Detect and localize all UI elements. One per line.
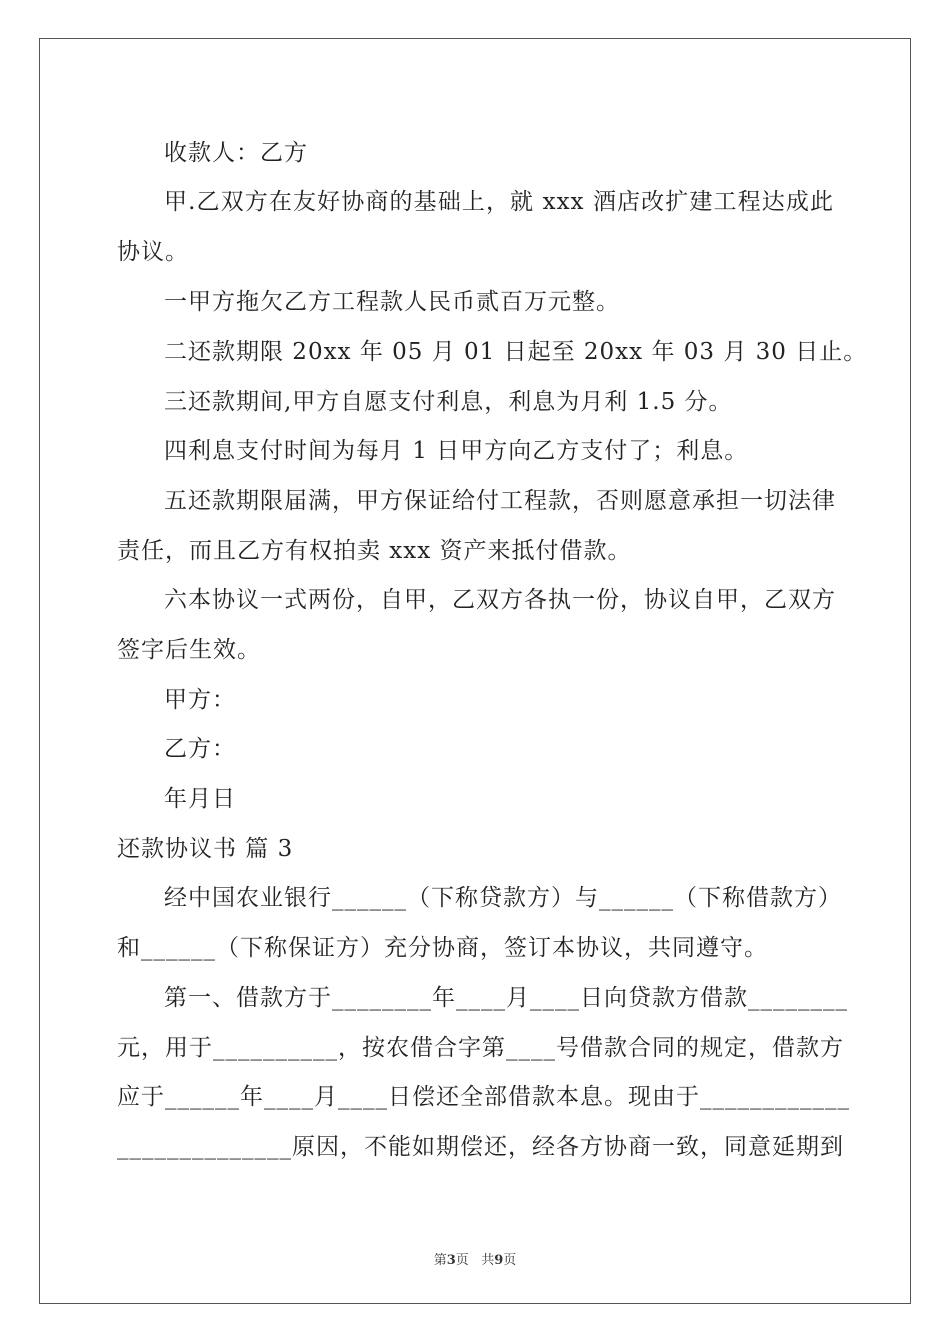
clause-5-line-2: 责任，而且乙方有权拍卖 xxx 资产来抵付借款。 bbox=[117, 538, 632, 564]
footer-total-prefix: 共 bbox=[481, 1253, 495, 1268]
agreement-intro-line-1: 经中国农业银行______（下称贷款方）与______（下称借款方） bbox=[164, 885, 842, 911]
footer-page-suffix: 页 bbox=[455, 1253, 469, 1268]
paragraph-intro-line-1: 甲.乙双方在友好协商的基础上，就 xxx 酒店改扩建工程达成此 bbox=[164, 189, 834, 215]
clause-6-line-2: 签字后生效。 bbox=[117, 637, 261, 663]
clause-2: 二还款期限 20xx 年 05 月 01 日起至 20xx 年 03 月 30 日止。 bbox=[164, 339, 868, 365]
section-heading: 还款协议书 篇 3 bbox=[117, 836, 294, 862]
paragraph-intro-line-2: 协议。 bbox=[117, 239, 189, 265]
clause-6-line-1: 六本协议一式两份，自甲，乙双方各执一份，协议自甲，乙双方 bbox=[164, 587, 836, 613]
party-a-signature: 甲方： bbox=[164, 687, 236, 713]
page-footer bbox=[0, 1249, 950, 1268]
footer-total-suffix: 页 bbox=[503, 1253, 517, 1268]
page-border bbox=[39, 38, 911, 1304]
article-1-line-4: ______________原因，不能如期偿还，经各方协商一致，同意延期到 bbox=[117, 1134, 844, 1160]
footer-total-pages: 9 bbox=[494, 1253, 504, 1268]
party-b-signature: 乙方： bbox=[164, 736, 236, 762]
footer-page-prefix: 第 bbox=[433, 1253, 447, 1268]
clause-5-line-1: 五还款期限届满，甲方保证给付工程款，否则愿意承担一切法律 bbox=[164, 488, 836, 514]
clause-1: 一甲方拖欠乙方工程款人民币贰百万元整。 bbox=[164, 289, 620, 315]
article-1-line-1: 第一、借款方于________年____月____日向贷款方借款________ bbox=[164, 985, 848, 1011]
payee-line: 收款人：乙方 bbox=[164, 140, 308, 166]
agreement-intro-line-2: 和______（下称保证方）充分协商，签订本协议，共同遵守。 bbox=[117, 935, 768, 961]
article-1-line-2: 元，用于__________，按农借合字第____号借款合同的规定，借款方 bbox=[117, 1035, 844, 1061]
article-1-line-3: 应于______年____月____日偿还全部借款本息。现由于____________ bbox=[117, 1084, 850, 1110]
clause-3: 三还款期间,甲方自愿支付利息，利息为月利 1.5 分。 bbox=[164, 389, 733, 415]
date-line: 年月日 bbox=[164, 786, 236, 812]
footer-page-number: 3 bbox=[446, 1253, 456, 1268]
clause-4: 四利息支付时间为每月 1 日甲方向乙方支付了；利息。 bbox=[164, 438, 749, 464]
